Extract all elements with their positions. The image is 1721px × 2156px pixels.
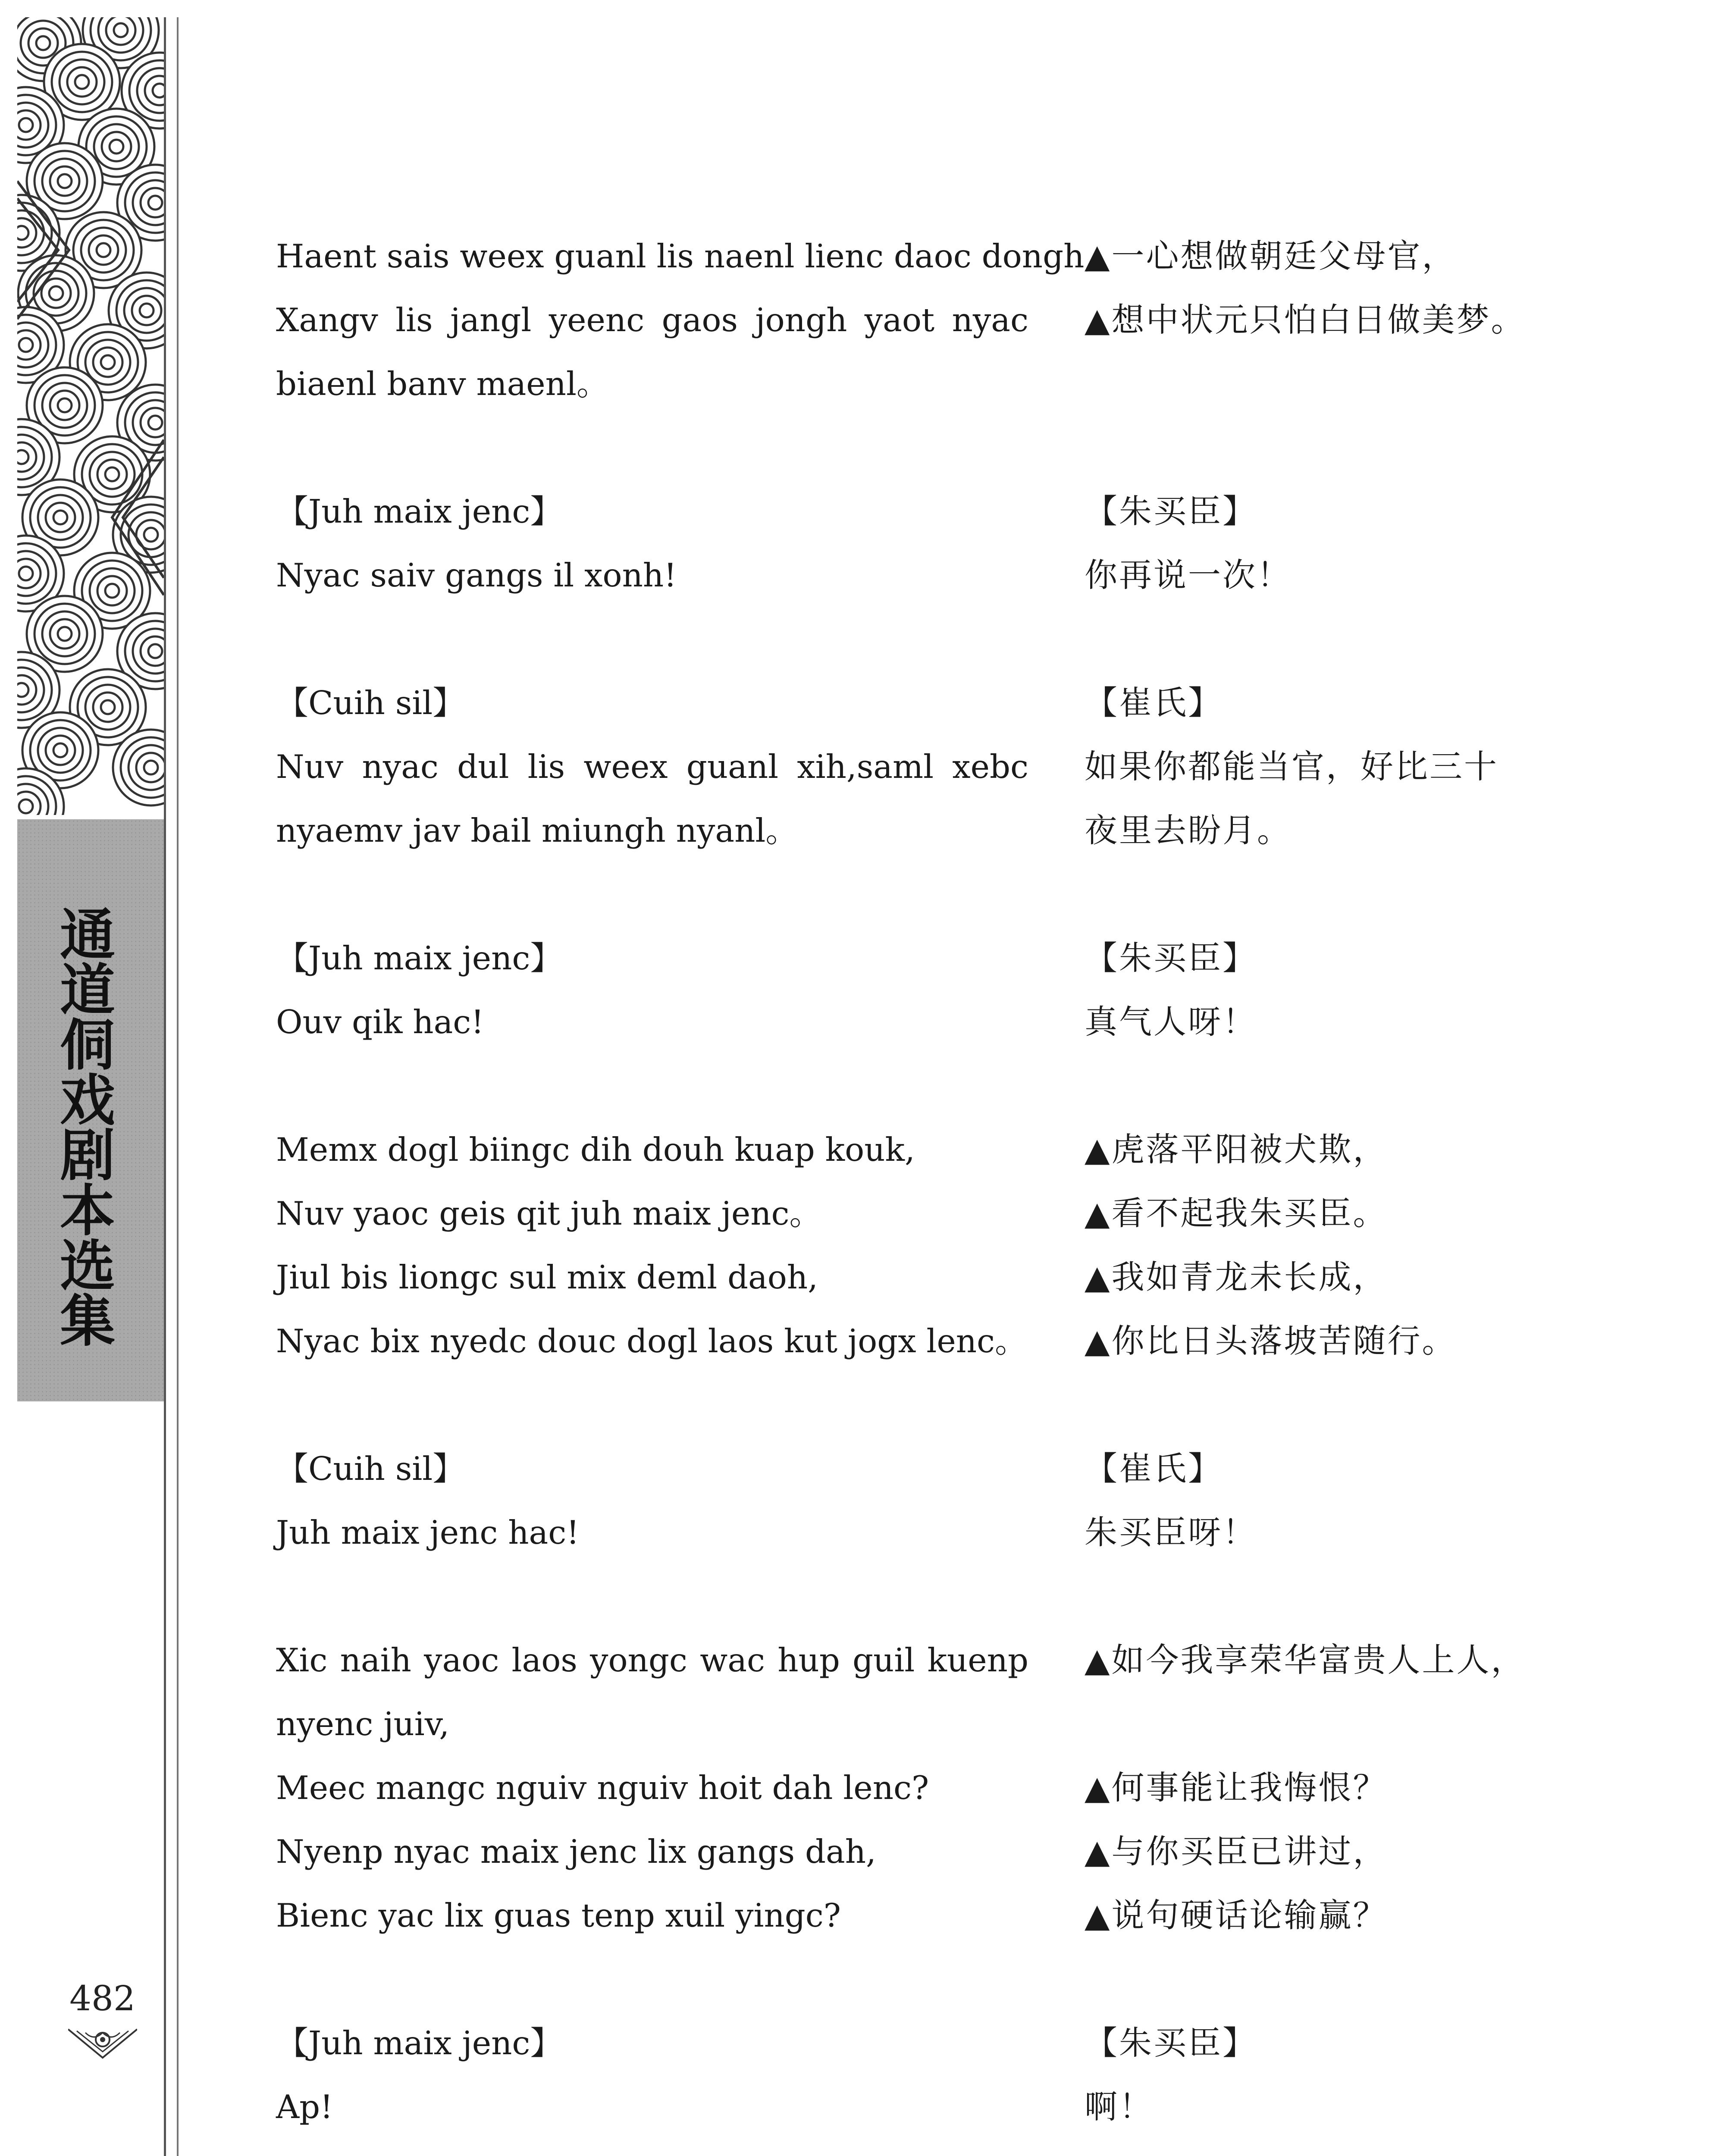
dong-line: Nuv nyac dul lis weex guanl xih,saml xebc [276, 748, 1028, 786]
chinese-line: 你再说一次！ [1085, 556, 1292, 594]
chinese-text [1085, 224, 1559, 416]
dialogue-pair [276, 2011, 1570, 2139]
chinese-text [1085, 1118, 1559, 1373]
page-ornament-icon [68, 2027, 137, 2061]
chinese-line: ▲你比日头落坡苦随行。 [1085, 1322, 1457, 1360]
dong-text [276, 671, 1028, 862]
chinese-line: 如果你都能当官，好比三十 [1085, 747, 1498, 786]
dong-line: Nyac saiv gangs il xonh! [276, 556, 677, 594]
script-body [276, 224, 1570, 2139]
dong-line: Nyenp nyac maix jenc lix gangs dah, [276, 1833, 876, 1871]
chinese-line: 真气人呀！ [1085, 1003, 1257, 1041]
book-title: 通道侗戏剧本选集 [50, 906, 115, 1347]
dong-text [276, 224, 1095, 416]
chinese-text [1085, 1437, 1559, 1564]
chinese-text [1085, 2011, 1559, 2139]
dong-line: Juh maix jenc hac! [276, 1514, 580, 1551]
dong-line: Meec mangc nguiv nguiv hoit dah lenc? [276, 1769, 929, 1807]
verse-pair [276, 224, 1570, 416]
speaker-name: 【崔氏】 [1085, 683, 1223, 722]
dialogue-pair [276, 479, 1570, 607]
dong-text [276, 926, 1028, 1054]
speaker-name: 【Juh maix jenc】 [276, 492, 563, 530]
chinese-text [1085, 926, 1559, 1054]
speaker-name: 【崔氏】 [1085, 1449, 1223, 1488]
chinese-line: ▲我如青龙未长成， [1085, 1258, 1388, 1296]
chinese-line: ▲想中状元只怕白日做美梦。 [1085, 301, 1526, 339]
verse-pair [276, 1628, 1570, 1947]
speaker-name: 【Cuih sil】 [276, 1450, 465, 1488]
speaker-name: 【Cuih sil】 [276, 684, 465, 722]
dong-line: Ap! [276, 2088, 333, 2126]
chinese-line: ▲与你买臣已讲过， [1085, 1832, 1388, 1871]
chinese-text [1085, 479, 1559, 607]
dong-line: Jiul bis liongc sul mix deml daoh, [276, 1258, 818, 1296]
speaker-name: 【朱买臣】 [1085, 2024, 1257, 2062]
speaker-name: 【Juh maix jenc】 [276, 2024, 563, 2062]
speaker-name: 【朱买臣】 [1085, 492, 1257, 530]
dong-line: Nyac bix nyedc douc dogl laos kut jogx lenc。 [276, 1322, 1028, 1360]
spine-rule [164, 17, 166, 2156]
spine-rule [177, 17, 179, 2156]
dialogue-pair [276, 926, 1570, 1054]
chinese-line: ▲说句硬话论输赢？ [1085, 1896, 1388, 1934]
dong-line: Ouv qik hac! [276, 1003, 484, 1041]
dong-line: nyenc juiv, [276, 1705, 450, 1743]
speaker-name: 【Juh maix jenc】 [276, 939, 563, 977]
dong-text [276, 1437, 1028, 1564]
chinese-line: ▲如今我享荣华富贵人上人， [1085, 1641, 1526, 1679]
dong-text [276, 1118, 1028, 1373]
verse-pair [276, 1118, 1570, 1373]
dong-line: Xic naih yaoc laos yongc wac hup guil kuenp [276, 1641, 1028, 1679]
dong-text [276, 1628, 1028, 1947]
dong-text [276, 479, 1028, 607]
chinese-line: ▲看不起我朱买臣。 [1085, 1194, 1388, 1232]
chinese-line: ▲一心想做朝廷父母官， [1085, 237, 1457, 275]
dong-text [276, 2011, 1028, 2139]
dong-line: Haent sais weex guanl lis naenl lienc daoc dongh, [276, 237, 1095, 275]
speaker-name: 【朱买臣】 [1085, 939, 1257, 977]
chinese-line: 啊！ [1085, 2087, 1154, 2126]
dong-line: Nuv yaoc geis qit juh maix jenc。 [276, 1194, 822, 1232]
chinese-line: 夜里去盼月。 [1085, 811, 1292, 849]
dong-line: Xangv lis jangl yeenc gaos jongh yaot nyac [276, 301, 1028, 339]
dong-line: nyaemv jav bail miungh nyanl。 [276, 812, 798, 849]
chinese-text [1085, 1628, 1559, 1947]
chinese-line: ▲何事能让我悔恨？ [1085, 1768, 1388, 1807]
page-number: 482 [69, 1978, 135, 2018]
dong-line: biaenl banv maenl。 [276, 365, 609, 403]
dong-line: Memx dogl biingc dih douh kuap kouk, [276, 1131, 915, 1169]
blank-line [1085, 1692, 1559, 1756]
chinese-line: 朱买臣呀！ [1085, 1513, 1257, 1551]
dialogue-pair [276, 671, 1570, 862]
dialogue-pair [276, 1437, 1570, 1564]
dong-line: Bienc yac lix guas tenp xuil yingc? [276, 1896, 841, 1934]
cloud-pattern-decoration [17, 17, 164, 815]
chinese-line: ▲虎落平阳被犬欺， [1085, 1130, 1388, 1169]
chinese-text [1085, 671, 1559, 862]
